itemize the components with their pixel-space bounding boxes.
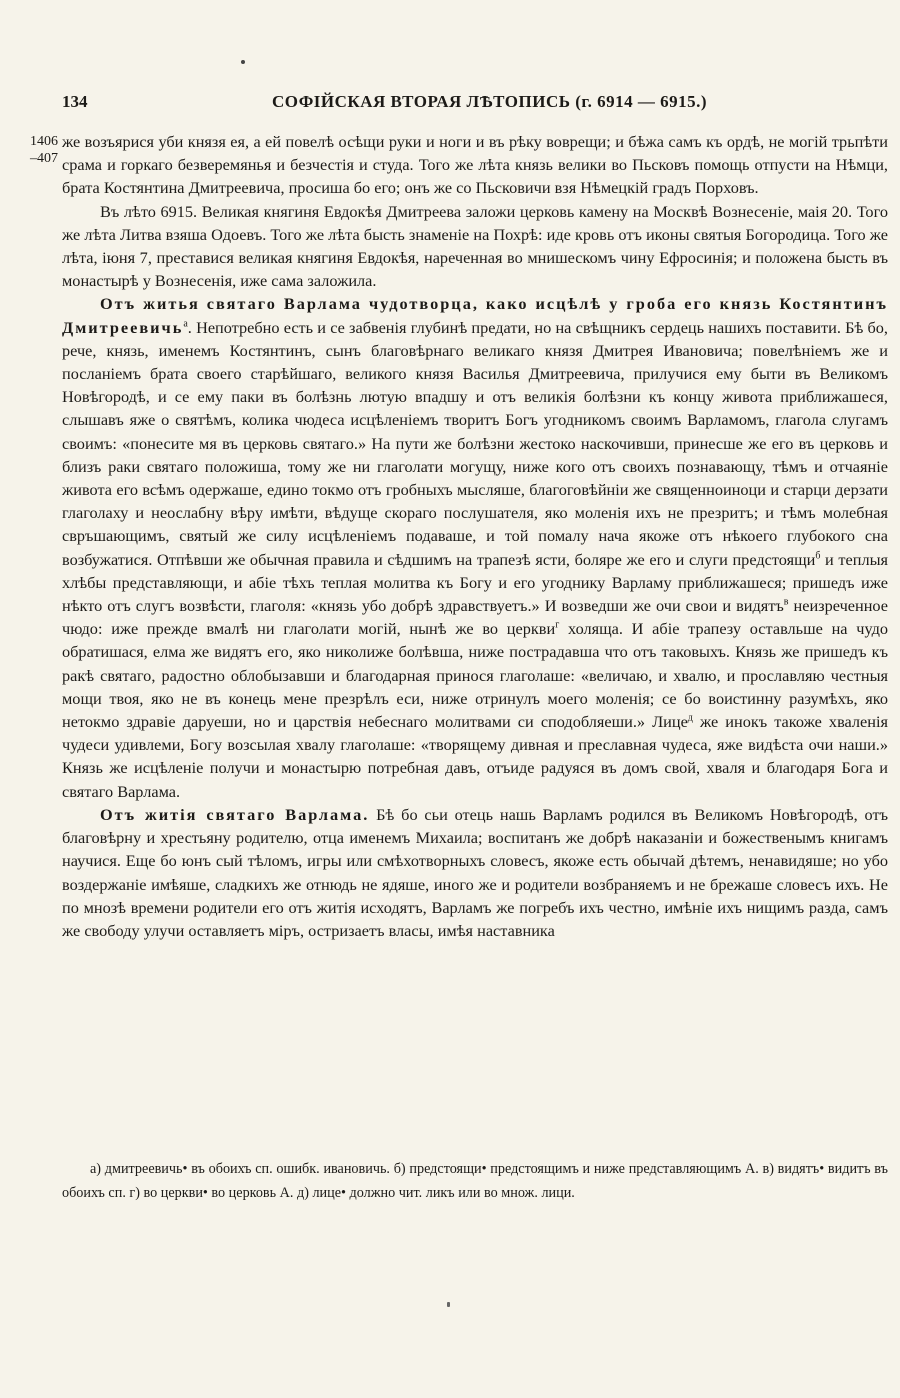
section-heading: Отъ житія святаго Варлама. bbox=[100, 804, 370, 824]
footnote-ref-b: б bbox=[815, 550, 821, 562]
ink-mark bbox=[447, 1302, 450, 1307]
paragraph-text: холяща. И абіе трапезу оставльше на чудо обратишася, елма же видятъ его, яко николиже болѣвша, ниже пострадавша что отъ таковыхъ. Князь же пришедъ къ ракѣ святаго, радостно облобызавши и благодарная принося глаголаше: «величаю, и хвалю, и прославляю честныя мощи твоя, яко не въ конець мене презрѣлъ еси, ниже отринулъ моего моленія; се бо воистинну разумѣхъ, яко нетокмо здравіе даруеши, но и царствія небеснаго молитвами си сподобляеши.» Лице bbox=[62, 619, 888, 732]
paragraph-year-6915: Въ лѣто 6915. Великая княгиня Евдокѣя Дмитреева заложи церковь камену на Москвѣ Вознесеніе, маія 20. Того же лѣта Литва взяша Одоевъ. Того же лѣта бысть знаменіе на Похрѣ: иде кровь отъ иконы святыя Богородица. Того же лѣта, іюня 7, преставися великая княгиня Евдокѣя, нареченная во мнишескомъ чину Ефросинія; и положена бысть въ монастырѣ у Вознесенія, иже сама заложила. bbox=[62, 201, 888, 291]
footnote-ref-e: д bbox=[687, 712, 693, 724]
paragraph-text: неизреченное чюдо: иже прежде вмалѣ ни глаголати могій, нынѣ же во церкви bbox=[62, 596, 888, 639]
paragraph-text: Бѣ бо сьи отець нашь Варламъ родился въ Великомъ Новѣгородѣ, отъ благовѣрну и хрестьяну родителю, отца именемъ Михаила; воспитанъ же добрѣ наказаніи и божественымъ книгамъ научися. Еще бо юнъ сый тѣломъ, игры или смѣхотворныхъ словесъ, якоже есть обычай дѣтемъ, ненавидяше; но убо воздержаніе имѣяше, сладкихъ же отнюдь не ядяше, иного же и родители возбраняемъ и не брежаше словесъ ихъ. Не по мнозѣ времени родители его отъ житія исходятъ, Варламъ же погребъ ихъ честно, имѣніе ихъ нищимъ разда, самъ же свободу улучи оставляетъ міръ, остризаетъ власы, имѣя наставника bbox=[62, 804, 888, 940]
footnote-ref-a: а bbox=[183, 318, 188, 330]
page-number: 134 bbox=[62, 92, 88, 111]
section-heading: Отъ житья святаго Варлама чудотворца, како исцѣлѣ у гроба его князь Костянтинъ Дмитреевичь bbox=[62, 294, 888, 337]
paragraph-text: и теплыя хлѣбы представляющи, и абіе тѣхъ теплая молитва къ Богу и его угоднику Варламу приближашеся; пришедъ иже нѣкто отъ слугъ возвѣсти, глаголя: «князь убо добрѣ здравствуетъ.» И возведши же очи свои и видятъ bbox=[62, 549, 889, 616]
paragraph-varlaam-life bbox=[62, 803, 888, 942]
running-title: СОФІЙСКАЯ ВТОРАЯ ЛѢТОПИСЬ (г. 6914 — 6915.) bbox=[272, 92, 708, 111]
paragraph-text: же инокъ такоже хваленія чудеси удивлеми, Богу возсылая хвалу глаголаше: «творящему дивная и преславная чудеса, яже видѣста очи наши.» Князь же исцѣленіе получи и монастырю потребная давъ, отъиде радуяся въ домъ свой, хваля и благодаря Бога и святаго Варлама. bbox=[62, 712, 888, 801]
paragraph-text: . Непотребно есть и се забвенія глубинѣ предати, но на свѣщникъ сердець нашихъ поставити. Бѣ бо, рече, князь, именемъ Костянтинъ, сынъ благовѣрнаго великаго князя Дмитрея Ивановича; повелѣніемъ же и посланіемъ брата своего старѣйшаго, великого князя Василья Дмитреевича, прилучися ему быти въ Великомъ Новѣгородѣ, и се ему паки въ болѣзнь лютую впадшу и отъ великія болѣзни къ концу живота приближашеся, слышавъ яже о святѣмъ, колика чюдеса исцѣленіемъ творитъ Богъ угодникомъ своимъ Варламомъ, глагола слугамъ своимъ: «понесите мя въ церковь святаго.» На пути же болѣзни жестоко наскочивши, принесше же его въ церковь и близъ раки святаго положиша, тому же ни глаголати могущу, ниже кого отъ своихъ познавающу, тѣмъ и отчаяніе живота его всѣмъ одержаше, едино токмо отъ гробныхъ мысляше, благоговѣйніи же священноиноци и старци дерзати глаголаху и неослабну вѣру имѣти, вѣдуще скораго послушателя, яко моленія ихъ не презритъ; и тѣмъ молебная свръшающимъ, святый же силу исцѣленіемъ подаваше, и той помалу нача якоже отъ нѣкоего глубокого сна возбужатися. Отпѣвши же обычная правила и сѣдшимъ на трапезѣ ясти, боляре же его и слуги предстоящи bbox=[62, 317, 888, 569]
footnote-ref-c: в bbox=[783, 596, 789, 608]
page-header bbox=[62, 92, 838, 116]
paragraph-varlaam-miracle bbox=[62, 292, 888, 802]
ink-speck bbox=[241, 60, 245, 64]
year-margin-note: 1406 –407 bbox=[30, 134, 58, 166]
chronicle-text bbox=[62, 130, 888, 942]
footnotes bbox=[62, 1158, 888, 1205]
paragraph-continuation: же возъярися уби князя ея, а ей повелѣ осѣщи руки и ноги и въ рѣку воврещи; и бѣжа самъ къ ордѣ, не могій трьпѣти срама и горкаго безверемянья и безчестія и студа. Того же лѣта князь велики во Пьсковъ помощь отпусти на Нѣмци, брата Костянтина Дмитреевича, просиша бо его; онъ же со Пьсковичи взя Нѣмецкій градъ Порховъ. bbox=[62, 132, 888, 198]
footnote-ref-d: г bbox=[555, 619, 560, 631]
footnote-text: а) дмитреевичь• въ обоихъ сп. ошибк. ивановичь. б) предстоящи• предстоящимъ и ниже представляющимъ А. в) видятъ• видитъ въ обоихъ сп. г) во церкви• во церковь А. д) лице• должно чит. ликъ или во множ. лици. bbox=[62, 1161, 888, 1201]
